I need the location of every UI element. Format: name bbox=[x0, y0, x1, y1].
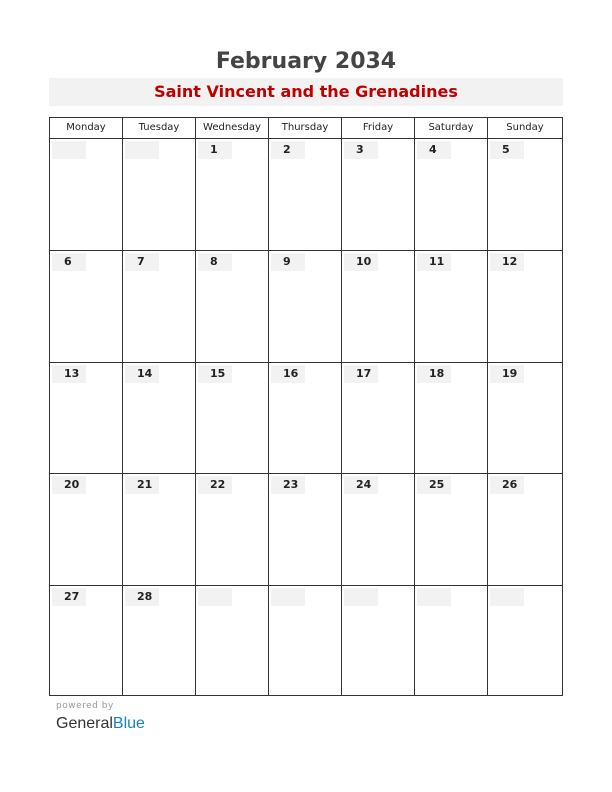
country-name: Saint Vincent and the Grenadines bbox=[49, 78, 563, 106]
day-cell[interactable] bbox=[122, 251, 195, 362]
day-cell[interactable] bbox=[122, 474, 195, 585]
day-cell[interactable] bbox=[195, 251, 268, 362]
day-number: 5 bbox=[490, 141, 524, 159]
day-cell[interactable] bbox=[268, 474, 341, 585]
weekday-header-monday: Monday bbox=[66, 122, 106, 133]
day-cell[interactable] bbox=[487, 586, 562, 695]
calendar-title: February 2034 bbox=[215, 49, 397, 74]
weekday-header-wednesday: Wednesday bbox=[195, 118, 268, 138]
day-cell[interactable] bbox=[50, 139, 122, 250]
day-number bbox=[344, 588, 378, 606]
day-cell[interactable] bbox=[487, 251, 562, 362]
day-cell[interactable] bbox=[487, 139, 562, 250]
day-number: 9 bbox=[271, 253, 305, 271]
powered-by-text: powered by bbox=[56, 701, 114, 711]
day-number: 26 bbox=[490, 476, 524, 494]
day-cell[interactable] bbox=[122, 363, 195, 473]
day-cell[interactable] bbox=[50, 363, 122, 473]
brand-blue-text: Blue bbox=[112, 715, 145, 732]
day-cell[interactable] bbox=[341, 139, 414, 250]
day-cell[interactable] bbox=[341, 586, 414, 695]
day-number bbox=[271, 588, 305, 606]
weekday-header-thursday: Thursday bbox=[268, 118, 341, 138]
day-cell[interactable] bbox=[268, 139, 341, 250]
day-cell[interactable] bbox=[414, 139, 487, 250]
day-number bbox=[417, 588, 451, 606]
day-cell[interactable] bbox=[414, 474, 487, 585]
day-number: 10 bbox=[344, 253, 378, 271]
day-cell[interactable] bbox=[122, 139, 195, 250]
day-number: 8 bbox=[198, 253, 232, 271]
generalblue-logo[interactable] bbox=[56, 714, 145, 734]
day-cell[interactable] bbox=[50, 251, 122, 362]
day-number: 15 bbox=[198, 365, 232, 383]
day-number: 21 bbox=[125, 476, 159, 494]
day-number: 2 bbox=[271, 141, 305, 159]
day-number: 27 bbox=[52, 588, 86, 606]
day-number: 18 bbox=[417, 365, 451, 383]
day-number: 24 bbox=[344, 476, 378, 494]
day-cell[interactable] bbox=[414, 363, 487, 473]
day-number: 7 bbox=[125, 253, 159, 271]
week-row bbox=[50, 139, 562, 250]
day-number: 12 bbox=[490, 253, 524, 271]
day-cell[interactable] bbox=[122, 586, 195, 695]
brand-general-text: General bbox=[56, 715, 113, 732]
day-cell[interactable] bbox=[268, 251, 341, 362]
day-number: 3 bbox=[344, 141, 378, 159]
day-number: 20 bbox=[52, 476, 86, 494]
footer bbox=[56, 701, 145, 734]
day-number: 11 bbox=[417, 253, 451, 271]
day-number: 13 bbox=[52, 365, 86, 383]
day-cell[interactable] bbox=[487, 363, 562, 473]
day-number: 17 bbox=[344, 365, 378, 383]
weekday-header-saturday: Saturday bbox=[414, 118, 487, 138]
day-cell[interactable] bbox=[341, 251, 414, 362]
day-cell[interactable] bbox=[414, 586, 487, 695]
day-number bbox=[490, 588, 524, 606]
week-row bbox=[50, 585, 562, 695]
day-number: 23 bbox=[271, 476, 305, 494]
day-number: 25 bbox=[417, 476, 451, 494]
day-cell[interactable] bbox=[341, 474, 414, 585]
day-cell[interactable] bbox=[195, 586, 268, 695]
day-number: 22 bbox=[198, 476, 232, 494]
day-cell[interactable] bbox=[195, 363, 268, 473]
weekday-header-friday: Friday bbox=[341, 118, 414, 138]
day-cell[interactable] bbox=[414, 251, 487, 362]
calendar-grid bbox=[49, 117, 563, 696]
day-number: 6 bbox=[52, 253, 86, 271]
weekday-header-row bbox=[50, 118, 562, 139]
day-cell[interactable] bbox=[268, 586, 341, 695]
day-number: 1 bbox=[198, 141, 232, 159]
day-number bbox=[198, 588, 232, 606]
weekday-header-tuesday: Tuesday bbox=[122, 118, 195, 138]
day-number: 28 bbox=[125, 588, 159, 606]
day-cell[interactable] bbox=[50, 474, 122, 585]
day-number bbox=[52, 141, 86, 159]
week-row bbox=[50, 250, 562, 362]
day-number: 4 bbox=[417, 141, 451, 159]
week-row bbox=[50, 362, 562, 473]
weekday-header-sunday: Sunday bbox=[487, 118, 562, 138]
day-cell[interactable] bbox=[195, 139, 268, 250]
day-cell[interactable] bbox=[487, 474, 562, 585]
day-cell[interactable] bbox=[50, 586, 122, 695]
day-number: 16 bbox=[271, 365, 305, 383]
day-number bbox=[125, 141, 159, 159]
day-number: 19 bbox=[490, 365, 524, 383]
day-cell[interactable] bbox=[268, 363, 341, 473]
day-cell[interactable] bbox=[195, 474, 268, 585]
day-cell[interactable] bbox=[341, 363, 414, 473]
week-row bbox=[50, 473, 562, 585]
day-number: 14 bbox=[125, 365, 159, 383]
